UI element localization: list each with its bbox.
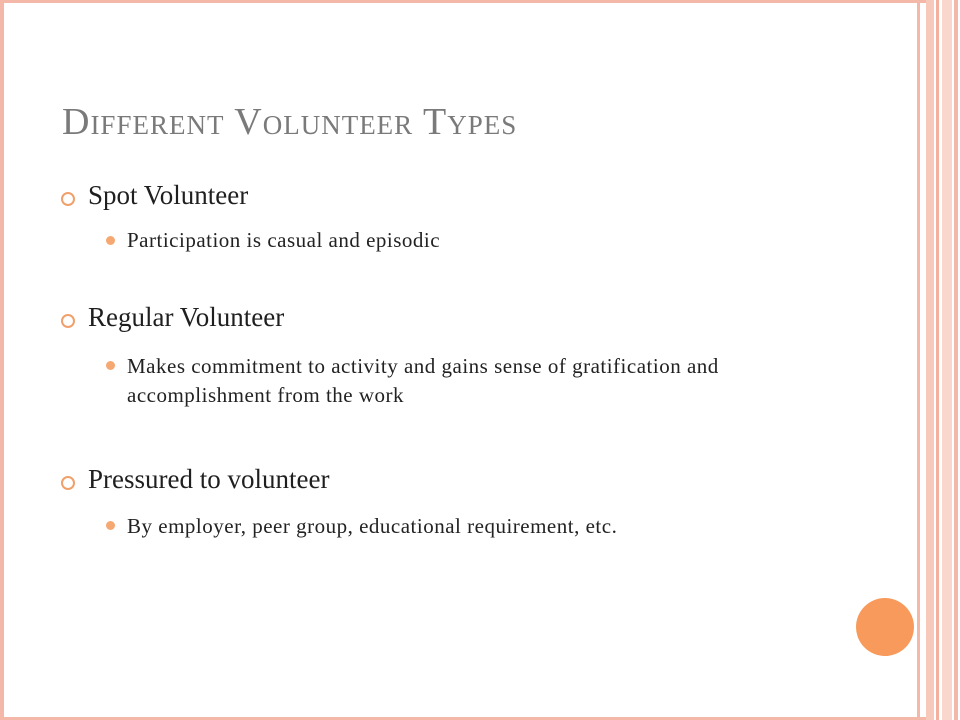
stripe: [936, 0, 939, 720]
frame-border-left: [0, 0, 4, 720]
dot-bullet-icon: [106, 521, 115, 530]
bullet-heading: Pressured to volunteer: [88, 464, 330, 494]
ring-bullet-icon: [61, 476, 75, 490]
stripe: [942, 0, 952, 720]
decorative-circle: [856, 598, 914, 656]
stripe: [926, 0, 934, 720]
stripe: [954, 0, 958, 720]
decorative-stripes: [920, 0, 960, 720]
bullet-heading: Spot Volunteer: [88, 180, 249, 210]
ring-bullet-icon: [61, 192, 75, 206]
ring-bullet-icon: [61, 314, 75, 328]
bullet-detail: Participation is casual and episodic: [127, 228, 441, 252]
bullet-detail: By employer, peer group, educational requirement, etc.: [127, 514, 618, 538]
bullet-heading: Regular Volunteer: [88, 302, 285, 332]
bullet-detail: Makes commitment to activity and gains sense of gratification and accomplishment from the work: [127, 354, 719, 407]
dot-bullet-icon: [106, 361, 115, 370]
dot-bullet-icon: [106, 236, 115, 245]
slide-title: Different Volunteer Types: [62, 101, 518, 143]
frame-border-top: [0, 0, 930, 3]
